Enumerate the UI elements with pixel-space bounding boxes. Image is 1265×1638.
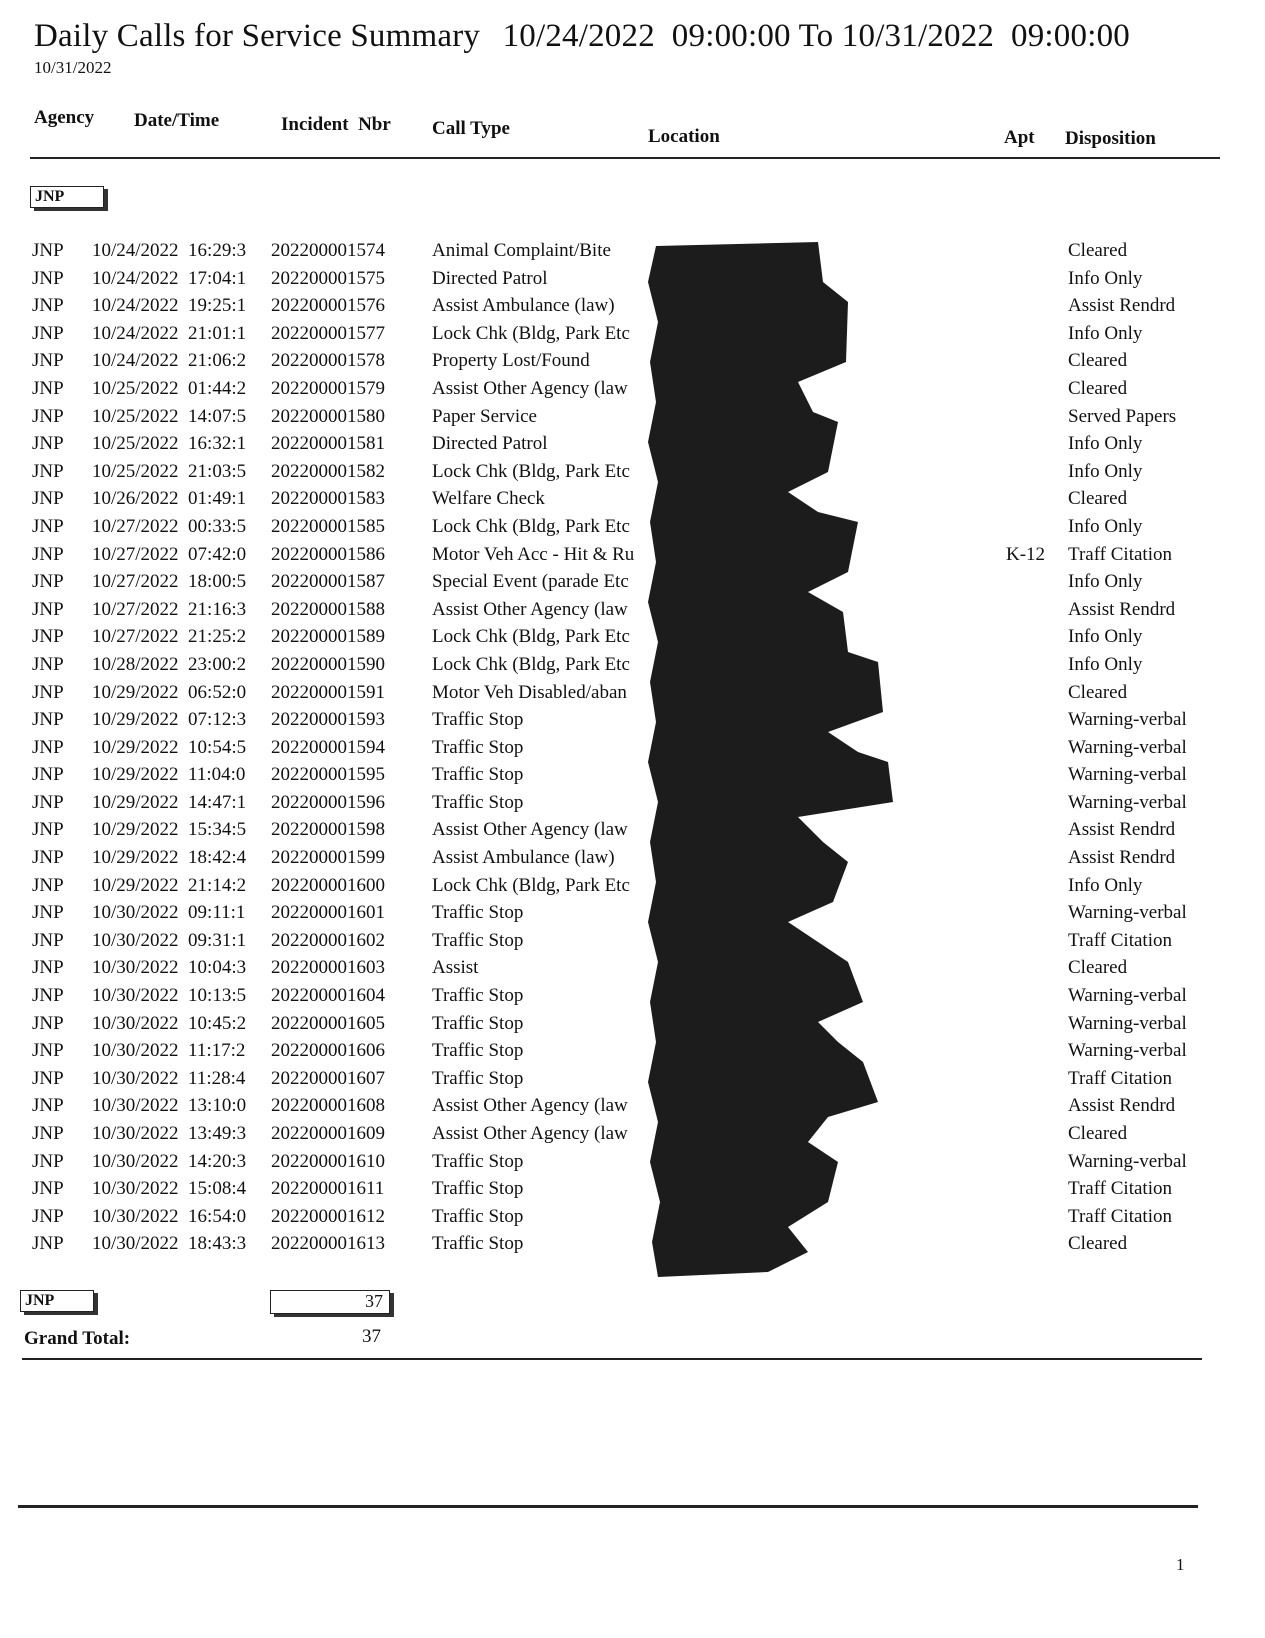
cell-agency: JNP — [32, 240, 64, 261]
cell-agency: JNP — [32, 957, 64, 979]
table-row — [0, 542, 1265, 570]
col-header-datetime: Date/Time — [134, 110, 220, 131]
cell-incident: 202200001596 — [271, 791, 385, 813]
cell-incident: 202200001574 — [271, 240, 385, 261]
cell-datetime: 10/30/2022 11:28:4 — [92, 1067, 246, 1089]
cell-agency: JNP — [32, 902, 64, 924]
cell-disposition: Traff Citation — [1068, 1205, 1172, 1227]
cell-incident: 202200001575 — [271, 267, 385, 289]
cell-disposition: Warning-verbal — [1068, 764, 1187, 786]
cell-disposition: Cleared — [1068, 681, 1128, 703]
cell-call-type: Lock Chk (Bldg, Park Etc — [432, 626, 630, 648]
cell-disposition: Cleared — [1068, 1123, 1128, 1144]
cell-agency: JNP — [32, 515, 64, 537]
cell-call-type: Traffic Stop — [432, 1178, 524, 1200]
cell-datetime: 10/27/2022 21:16:3 — [92, 598, 247, 620]
cell-incident: 202200001594 — [271, 736, 385, 758]
cell-datetime: 10/25/2022 21:03:5 — [92, 460, 247, 482]
cell-call-type: Lock Chk (Bldg, Park Etc — [432, 515, 630, 537]
report-title — [34, 18, 1130, 55]
cell-call-type: Traffic Stop — [432, 736, 524, 758]
cell-call-type: Assist Other Agency (law — [432, 598, 628, 620]
cell-incident: 202200001612 — [271, 1205, 385, 1227]
cell-datetime: 10/29/2022 10:54:5 — [92, 736, 247, 758]
cell-incident: 202200001602 — [271, 929, 385, 951]
cell-disposition: Assist Rendrd — [1068, 1095, 1176, 1117]
cell-incident: 202200001611 — [271, 1178, 385, 1200]
cell-datetime: 10/25/2022 14:07:5 — [92, 405, 247, 427]
cell-agency: JNP — [32, 1095, 64, 1117]
cell-call-type: Assist Other Agency (law — [432, 819, 628, 841]
cell-incident: 202200001610 — [271, 1150, 385, 1172]
cell-incident: 202200001590 — [271, 653, 385, 675]
cell-datetime: 10/24/2022 16:29:3 — [92, 240, 247, 261]
cell-datetime: 10/29/2022 07:12:3 — [92, 709, 247, 731]
cell-agency: JNP — [32, 405, 64, 427]
cell-incident: 202200001609 — [271, 1123, 385, 1144]
cell-call-type: Traffic Stop — [432, 764, 524, 786]
cell-incident: 202200001598 — [271, 819, 385, 841]
cell-incident: 202200001586 — [271, 543, 385, 565]
cell-incident: 202200001583 — [271, 488, 385, 510]
table-row — [0, 1176, 1265, 1204]
cell-datetime: 10/30/2022 18:43:3 — [92, 1233, 247, 1255]
cell-datetime: 10/27/2022 00:33:5 — [92, 515, 247, 537]
cell-disposition: Cleared — [1068, 350, 1128, 372]
table-row — [0, 983, 1265, 1011]
cell-datetime: 10/29/2022 06:52:0 — [92, 681, 247, 703]
cell-disposition: Assist Rendrd — [1068, 295, 1176, 317]
col-header-incident: Incident Nbr — [281, 114, 391, 135]
table-row — [0, 845, 1265, 873]
cell-datetime: 10/30/2022 16:54:0 — [92, 1205, 247, 1227]
incident-table — [0, 238, 1265, 1259]
cell-incident: 202200001595 — [271, 764, 385, 786]
footer-rule — [18, 1505, 1198, 1508]
cell-call-type: Assist Other Agency (law — [432, 1095, 628, 1117]
cell-agency: JNP — [32, 847, 64, 869]
cell-datetime: 10/30/2022 14:20:3 — [92, 1150, 247, 1172]
table-row — [0, 735, 1265, 763]
table-row — [0, 652, 1265, 680]
cell-incident: 202200001585 — [271, 515, 385, 537]
cell-call-type: Welfare Check — [432, 488, 545, 510]
cell-call-type: Traffic Stop — [432, 1150, 524, 1172]
cell-agency: JNP — [32, 791, 64, 813]
cell-datetime: 10/29/2022 15:34:5 — [92, 819, 247, 841]
cell-call-type: Traffic Stop — [432, 1040, 524, 1062]
cell-disposition: Info Only — [1068, 874, 1143, 896]
cell-disposition: Warning-verbal — [1068, 985, 1187, 1007]
cell-disposition: Info Only — [1068, 267, 1143, 289]
table-row — [0, 569, 1265, 597]
col-header-call-type: Call Type — [432, 118, 510, 139]
cell-disposition: Warning-verbal — [1068, 902, 1187, 924]
cell-incident: 202200001578 — [271, 350, 385, 372]
table-row — [0, 376, 1265, 404]
table-row — [0, 459, 1265, 487]
cell-incident: 202200001580 — [271, 405, 385, 427]
cell-datetime: 10/30/2022 10:13:5 — [92, 985, 247, 1007]
cell-disposition: Assist Rendrd — [1068, 598, 1176, 620]
cell-disposition: Info Only — [1068, 460, 1143, 482]
cell-datetime: 10/24/2022 19:25:1 — [92, 295, 247, 317]
cell-call-type: Lock Chk (Bldg, Park Etc — [432, 874, 630, 896]
cell-agency: JNP — [32, 1233, 64, 1255]
cell-call-type: Traffic Stop — [432, 709, 524, 731]
table-row — [0, 1066, 1265, 1094]
cell-call-type: Assist — [432, 957, 479, 979]
cell-incident: 202200001605 — [271, 1012, 385, 1034]
cell-agency: JNP — [32, 1012, 64, 1034]
cell-agency: JNP — [32, 819, 64, 841]
table-row — [0, 762, 1265, 790]
cell-disposition: Info Only — [1068, 322, 1143, 344]
cell-incident: 202200001587 — [271, 571, 385, 593]
grand-total-label: Grand Total: — [24, 1328, 131, 1349]
cell-datetime: 10/27/2022 18:00:5 — [92, 571, 247, 593]
header-rule — [30, 157, 1220, 159]
cell-disposition: Warning-verbal — [1068, 736, 1187, 758]
cell-datetime: 10/29/2022 18:42:4 — [92, 847, 247, 869]
table-row — [0, 293, 1265, 321]
cell-incident: 202200001599 — [271, 847, 385, 869]
subtotal-label-box: JNP — [20, 1290, 94, 1312]
cell-disposition: Traff Citation — [1068, 543, 1172, 565]
cell-disposition: Info Only — [1068, 433, 1143, 455]
col-header-apt: Apt — [1004, 127, 1035, 148]
cell-incident: 202200001593 — [271, 709, 385, 731]
table-row — [0, 1011, 1265, 1039]
cell-disposition: Info Only — [1068, 515, 1143, 537]
cell-agency: JNP — [32, 488, 64, 510]
cell-agency: JNP — [32, 460, 64, 482]
cell-call-type: Traffic Stop — [432, 1012, 524, 1034]
cell-call-type: Directed Patrol — [432, 433, 548, 455]
cell-agency: JNP — [32, 598, 64, 620]
table-row — [0, 680, 1265, 708]
cell-agency: JNP — [32, 1123, 64, 1144]
cell-disposition: Traff Citation — [1068, 1067, 1172, 1089]
cell-agency: JNP — [32, 626, 64, 648]
table-row — [0, 514, 1265, 542]
cell-agency: JNP — [32, 1205, 64, 1227]
cell-disposition: Cleared — [1068, 377, 1128, 399]
table-row — [0, 873, 1265, 901]
cell-datetime: 10/30/2022 10:45:2 — [92, 1012, 247, 1034]
report-title-text: Daily Calls for Service Summary — [34, 18, 481, 54]
cell-disposition: Info Only — [1068, 571, 1143, 593]
location-redaction — [648, 242, 898, 1277]
cell-incident: 202200001604 — [271, 985, 385, 1007]
cell-datetime: 10/25/2022 01:44:2 — [92, 377, 247, 399]
table-row — [0, 597, 1265, 625]
cell-agency: JNP — [32, 929, 64, 951]
cell-disposition: Cleared — [1068, 488, 1128, 510]
table-row — [0, 1149, 1265, 1177]
table-row — [0, 900, 1265, 928]
cell-call-type: Lock Chk (Bldg, Park Etc — [432, 322, 630, 344]
cell-datetime: 10/30/2022 09:31:1 — [92, 929, 247, 951]
cell-datetime: 10/29/2022 11:04:0 — [92, 764, 246, 786]
cell-disposition: Warning-verbal — [1068, 1150, 1187, 1172]
cell-datetime: 10/29/2022 14:47:1 — [92, 791, 247, 813]
table-row — [0, 348, 1265, 376]
cell-datetime: 10/24/2022 21:06:2 — [92, 350, 247, 372]
cell-disposition: Info Only — [1068, 626, 1143, 648]
cell-agency: JNP — [32, 709, 64, 731]
cell-datetime: 10/25/2022 16:32:1 — [92, 433, 247, 455]
grand-total-value: 37 — [362, 1326, 381, 1347]
table-row — [0, 238, 1265, 266]
cell-call-type: Traffic Stop — [432, 1205, 524, 1227]
table-row — [0, 431, 1265, 459]
cell-incident: 202200001582 — [271, 460, 385, 482]
table-row — [0, 1231, 1265, 1259]
cell-datetime: 10/29/2022 21:14:2 — [92, 874, 247, 896]
cell-incident: 202200001606 — [271, 1040, 385, 1062]
cell-agency: JNP — [32, 874, 64, 896]
cell-incident: 202200001589 — [271, 626, 385, 648]
subtotal-count: 37 — [270, 1290, 390, 1314]
cell-disposition: Warning-verbal — [1068, 709, 1187, 731]
col-header-disposition: Disposition — [1065, 128, 1156, 149]
cell-incident: 202200001601 — [271, 902, 385, 924]
cell-incident: 202200001603 — [271, 957, 385, 979]
cell-call-type: Special Event (parade Etc — [432, 571, 629, 593]
cell-datetime: 10/30/2022 15:08:4 — [92, 1178, 247, 1200]
table-row — [0, 790, 1265, 818]
table-row — [0, 1093, 1265, 1121]
cell-call-type: Assist Ambulance (law) — [432, 847, 615, 869]
cell-call-type: Paper Service — [432, 405, 537, 427]
cell-call-type: Traffic Stop — [432, 929, 524, 951]
cell-datetime: 10/30/2022 13:10:0 — [92, 1095, 247, 1117]
cell-agency: JNP — [32, 985, 64, 1007]
page-number: 1 — [1176, 1555, 1185, 1574]
cell-incident: 202200001613 — [271, 1233, 385, 1255]
cell-agency: JNP — [32, 681, 64, 703]
cell-disposition: Cleared — [1068, 1233, 1128, 1255]
cell-call-type: Lock Chk (Bldg, Park Etc — [432, 653, 630, 675]
cell-agency: JNP — [32, 1067, 64, 1089]
table-row — [0, 1121, 1265, 1149]
cell-incident: 202200001591 — [271, 681, 385, 703]
cell-incident: 202200001600 — [271, 874, 385, 896]
cell-agency: JNP — [32, 764, 64, 786]
cell-disposition: Warning-verbal — [1068, 791, 1187, 813]
cell-datetime: 10/28/2022 23:00:2 — [92, 653, 247, 675]
cell-disposition: Warning-verbal — [1068, 1012, 1187, 1034]
cell-datetime: 10/30/2022 10:04:3 — [92, 957, 247, 979]
col-header-agency: Agency — [34, 107, 95, 128]
cell-incident: 202200001579 — [271, 377, 385, 399]
cell-datetime: 10/30/2022 13:49:3 — [92, 1123, 247, 1144]
cell-incident: 202200001588 — [271, 598, 385, 620]
table-row — [0, 817, 1265, 845]
cell-disposition: Assist Rendrd — [1068, 819, 1176, 841]
cell-call-type: Traffic Stop — [432, 791, 524, 813]
cell-agency: JNP — [32, 1040, 64, 1062]
cell-disposition: Traff Citation — [1068, 1178, 1172, 1200]
cell-incident: 202200001577 — [271, 322, 385, 344]
table-row — [0, 404, 1265, 432]
cell-datetime: 10/30/2022 09:11:1 — [92, 902, 246, 924]
cell-datetime: 10/30/2022 11:17:2 — [92, 1040, 246, 1062]
cell-call-type: Lock Chk (Bldg, Park Etc — [432, 460, 630, 482]
cell-disposition: Served Papers — [1068, 405, 1177, 427]
cell-agency: JNP — [32, 322, 64, 344]
cell-agency: JNP — [32, 653, 64, 675]
cell-agency: JNP — [32, 736, 64, 758]
table-row — [0, 321, 1265, 349]
cell-call-type: Assist Other Agency (law — [432, 377, 628, 399]
cell-disposition: Cleared — [1068, 240, 1128, 261]
cell-agency: JNP — [32, 543, 64, 565]
cell-agency: JNP — [32, 350, 64, 372]
table-row — [0, 707, 1265, 735]
table-row — [0, 1038, 1265, 1066]
cell-call-type: Motor Veh Disabled/aban — [432, 681, 627, 703]
cell-agency: JNP — [32, 267, 64, 289]
cell-agency: JNP — [32, 1150, 64, 1172]
cell-call-type: Traffic Stop — [432, 985, 524, 1007]
cell-call-type: Assist Other Agency (law — [432, 1123, 628, 1144]
table-row — [0, 1204, 1265, 1232]
cell-agency: JNP — [32, 571, 64, 593]
cell-datetime: 10/27/2022 21:25:2 — [92, 626, 247, 648]
cell-call-type: Motor Veh Acc - Hit & Ru — [432, 543, 635, 565]
table-row — [0, 928, 1265, 956]
cell-incident: 202200001576 — [271, 295, 385, 317]
cell-apt: K-12 — [1006, 543, 1046, 565]
cell-datetime: 10/26/2022 01:49:1 — [92, 488, 247, 510]
cell-call-type: Directed Patrol — [432, 267, 548, 289]
print-date: 10/31/2022 — [34, 58, 112, 77]
cell-datetime: 10/24/2022 21:01:1 — [92, 322, 247, 344]
cell-datetime: 10/27/2022 07:42:0 — [92, 543, 247, 565]
cell-agency: JNP — [32, 295, 64, 317]
cell-disposition: Traff Citation — [1068, 929, 1172, 951]
cell-disposition: Warning-verbal — [1068, 1040, 1187, 1062]
cell-agency: JNP — [32, 1178, 64, 1200]
cell-disposition: Info Only — [1068, 653, 1143, 675]
group-label-box: JNP — [30, 186, 104, 208]
cell-agency: JNP — [32, 377, 64, 399]
col-header-location: Location — [648, 126, 720, 147]
cell-call-type: Traffic Stop — [432, 1067, 524, 1089]
table-row — [0, 486, 1265, 514]
cell-disposition: Assist Rendrd — [1068, 847, 1176, 869]
cell-incident: 202200001607 — [271, 1067, 385, 1089]
cell-datetime: 10/24/2022 17:04:1 — [92, 267, 247, 289]
table-row — [0, 266, 1265, 294]
table-row — [0, 955, 1265, 983]
grand-total-rule — [22, 1358, 1202, 1360]
cell-disposition: Cleared — [1068, 957, 1128, 979]
cell-agency: JNP — [32, 433, 64, 455]
cell-incident: 202200001608 — [271, 1095, 385, 1117]
cell-call-type: Assist Ambulance (law) — [432, 295, 615, 317]
table-row — [0, 624, 1265, 652]
cell-incident: 202200001581 — [271, 433, 385, 455]
cell-call-type: Traffic Stop — [432, 1233, 524, 1255]
cell-call-type: Property Lost/Found — [432, 350, 590, 372]
cell-call-type: Traffic Stop — [432, 902, 524, 924]
cell-call-type: Animal Complaint/Bite — [432, 240, 611, 261]
report-date-range: 10/24/2022 09:00:00 To 10/31/2022 09:00:00 — [502, 18, 1130, 54]
